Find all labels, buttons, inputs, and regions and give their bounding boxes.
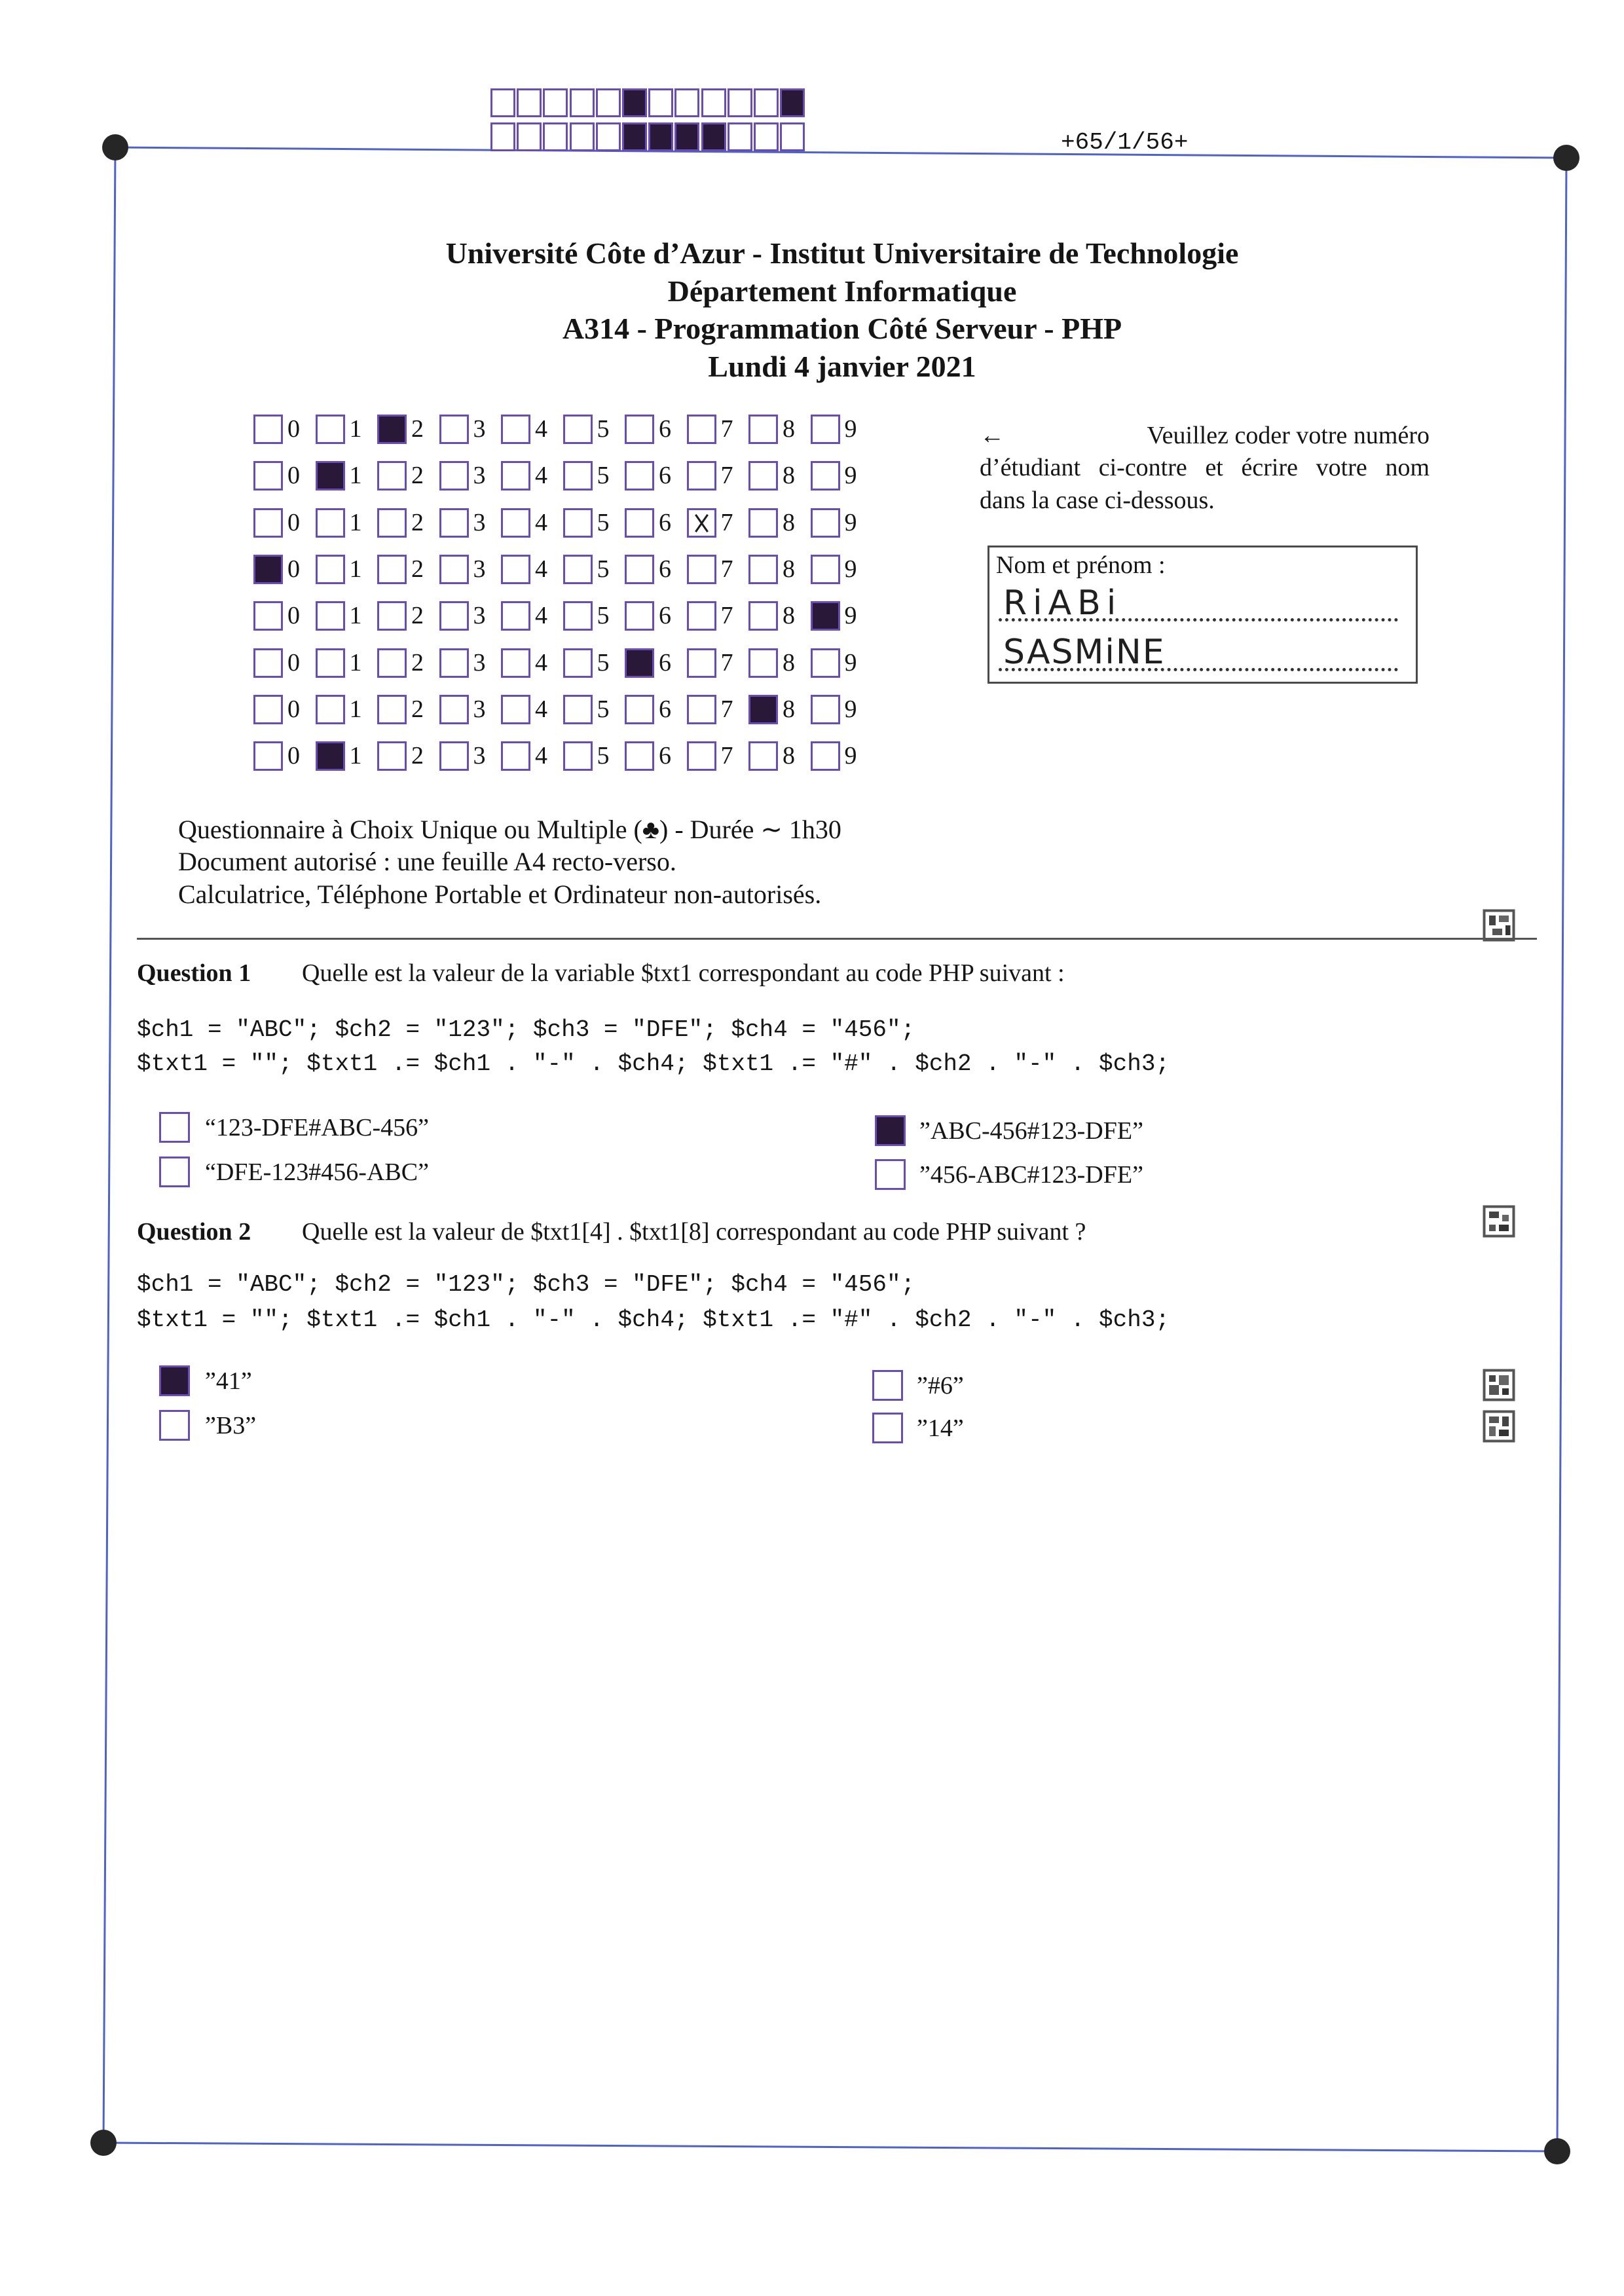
student-id-checkbox[interactable] [563,415,593,444]
student-id-digit-label: 6 [659,695,671,723]
id-instructions-text1: Veuillez coder votre numéro [1147,422,1430,449]
q1-option-a-checkbox[interactable] [159,1112,190,1143]
student-id-digit-label: 6 [659,462,671,490]
student-id-digit-label: 8 [783,648,795,676]
student-id-digit-label: 7 [720,742,733,770]
student-id-checkbox[interactable] [253,415,283,444]
student-id-digit-label: 4 [535,742,547,770]
student-id-checkbox[interactable] [377,695,407,724]
barcode-cell [701,88,726,117]
student-id-digit-label: 7 [720,602,733,630]
student-id-digit-label: 0 [287,695,300,723]
student-id-checkbox[interactable] [563,695,593,724]
question-1-code-line-2: $txt1 = ""; $txt1 .= $ch1 . "-" . $ch4; $txt1 .= "#" . $ch2 . "-" . $ch3; [137,1050,1170,1077]
student-id-digit-label: 7 [720,415,733,443]
q1-option-a-label: “123-DFE#ABC-456” [205,1114,429,1141]
scan-code-mark [1483,1410,1515,1443]
student-id-digit-label: 2 [411,555,424,583]
student-id-digit-label: 1 [349,742,362,770]
barcode-cell [674,122,699,151]
student-id-checkbox[interactable] [748,508,778,538]
student-id-digit-label: 0 [287,602,300,630]
student-id-checkbox[interactable] [625,648,654,678]
student-id-checkbox[interactable] [625,461,654,491]
student-id-digit-label: 9 [844,742,857,770]
header-date: Lundi 4 janvier 2021 [708,350,976,384]
barcode-cell [596,122,621,151]
student-id-digit-label: 2 [411,415,424,443]
student-id-digit-label: 1 [349,648,362,676]
student-id-digit-label: 5 [597,415,610,443]
barcode-cell [570,122,595,151]
handwritten-last-name[interactable]: RiABi [1003,583,1122,623]
student-id-digit-label: 4 [535,462,547,490]
student-id-digit-label: 1 [349,415,362,443]
student-id-digit-label: 0 [287,508,300,536]
barcode-cell [543,88,568,117]
student-id-digit-label: 0 [287,742,300,770]
student-id-checkbox[interactable] [748,415,778,444]
page-barcode [490,88,807,152]
student-id-digit-label: 7 [720,695,733,723]
student-id-checkbox[interactable] [377,648,407,678]
q2-option-b-checkbox[interactable] [159,1410,190,1441]
student-id-digit-label: 3 [473,695,486,723]
student-id-digit-label: 4 [535,415,547,443]
barcode-cell [517,122,542,151]
scan-code-mark [1483,1205,1515,1238]
student-id-checkbox[interactable] [501,648,530,678]
student-id-digit-label: 3 [473,462,486,490]
id-instructions-line2: d’étudiant ci-contre et écrire votre nom [980,454,1430,481]
student-id-digit-label: 6 [659,555,671,583]
student-id-checkbox[interactable] [748,555,778,584]
student-id-checkbox[interactable] [377,555,407,584]
question-1-code-line-1: $ch1 = "ABC"; $ch2 = "123"; $ch3 = "DFE"; $ch4 = "456"; [137,1016,915,1043]
student-id-checkbox[interactable] [316,741,345,771]
q1-option-c-label: ”ABC-456#123-DFE” [919,1117,1143,1145]
student-id-checkbox[interactable] [377,741,407,771]
student-id-checkbox[interactable] [501,695,530,724]
student-id-checkbox[interactable] [811,461,840,491]
student-id-digit-label: 9 [844,648,857,676]
student-id-checkbox[interactable] [253,648,283,678]
student-id-digit-label: 5 [597,742,610,770]
student-id-checkbox[interactable] [687,508,716,538]
student-id-grid [253,415,869,771]
student-id-digit-label: 5 [597,462,610,490]
student-id-digit-label: 7 [720,555,733,583]
q1-option-b-label: “DFE-123#456-ABC” [205,1158,429,1186]
student-id-digit-label: 5 [597,695,610,723]
student-id-checkbox[interactable] [501,508,530,538]
frame-top-line [115,147,1566,158]
student-id-checkbox[interactable] [811,695,840,724]
student-id-checkbox[interactable] [811,555,840,584]
student-id-digit-label: 4 [535,508,547,536]
left-arrow-icon: ← [980,422,1005,449]
student-id-digit-label: 4 [535,602,547,630]
student-id-checkbox[interactable] [625,741,654,771]
student-id-checkbox[interactable] [625,415,654,444]
student-id-checkbox[interactable] [377,508,407,538]
student-id-checkbox[interactable] [501,415,530,444]
q2-option-d-checkbox[interactable] [872,1413,903,1443]
barcode-cell [543,122,568,151]
student-id-checkbox[interactable] [563,648,593,678]
student-id-checkbox[interactable] [687,555,716,584]
student-id-checkbox[interactable] [316,695,345,724]
student-id-checkbox[interactable] [501,741,530,771]
student-id-checkbox[interactable] [316,601,345,631]
student-id-checkbox[interactable] [563,461,593,491]
header-department: Département Informatique [667,274,1017,308]
student-id-digit-label: 6 [659,415,671,443]
handwritten-first-name[interactable]: SASMiNE [1003,633,1166,672]
student-id-checkbox[interactable] [625,555,654,584]
student-id-checkbox[interactable] [748,601,778,631]
student-id-checkbox[interactable] [439,555,469,584]
student-id-checkbox[interactable] [253,555,283,584]
student-id-digit-label: 3 [473,508,486,536]
q1-option-b-checkbox[interactable] [159,1157,190,1187]
student-id-digit-label: 6 [659,602,671,630]
question-2-text: Quelle est la valeur de $txt1[4] . $txt1[8] correspondant au code PHP suivant ? [302,1218,1086,1246]
student-id-digit-label: 9 [844,462,857,490]
student-id-digit-label: 3 [473,555,486,583]
question-2-code-line-2: $txt1 = ""; $txt1 .= $ch1 . "-" . $ch4; $txt1 .= "#" . $ch2 . "-" . $ch3; [137,1306,1170,1333]
student-id-digit-label: 9 [844,602,857,630]
student-id-digit-label: 7 [720,508,733,536]
student-id-checkbox[interactable] [316,461,345,491]
student-id-checkbox[interactable] [687,695,716,724]
barcode-cell [596,88,621,117]
student-id-checkbox[interactable] [811,741,840,771]
q2-option-d-label: ”14” [917,1415,964,1442]
student-id-checkbox[interactable] [563,741,593,771]
barcode-cell [728,88,752,117]
exam-info-format: Questionnaire à Choix Unique ou Multiple (♣) - Durée ∼ 1h30 [178,815,841,844]
page-code: +65/1/56+ [1061,129,1189,156]
student-id-checkbox[interactable] [253,695,283,724]
barcode-cell [490,88,515,117]
student-id-checkbox[interactable] [687,648,716,678]
student-id-digit-label: 8 [783,415,795,443]
corner-marker-top-right [1553,145,1579,171]
student-id-checkbox[interactable] [687,461,716,491]
student-id-digit-label: 5 [597,508,610,536]
student-id-checkbox[interactable] [316,508,345,538]
name-label: Nom et prénom : [996,551,1166,579]
student-id-checkbox[interactable] [316,648,345,678]
student-id-checkbox[interactable] [439,508,469,538]
student-id-digit-label: 3 [473,742,486,770]
corner-marker-bottom-left [90,2130,117,2156]
student-id-checkbox[interactable] [501,555,530,584]
student-id-digit-label: 9 [844,555,857,583]
student-id-checkbox[interactable] [253,461,283,491]
student-id-checkbox[interactable] [748,648,778,678]
student-id-checkbox[interactable] [501,461,530,491]
student-id-checkbox[interactable] [811,648,840,678]
barcode-cell [648,88,673,117]
student-id-checkbox[interactable] [748,695,778,724]
student-id-digit-label: 3 [473,602,486,630]
student-id-checkbox[interactable] [253,741,283,771]
student-id-checkbox[interactable] [439,415,469,444]
q2-option-a-label: ”41” [205,1367,252,1395]
barcode-cell [780,122,805,151]
student-id-checkbox[interactable] [316,415,345,444]
student-id-checkbox[interactable] [687,415,716,444]
student-id-digit-label: 8 [783,742,795,770]
scan-code-mark [1483,1369,1515,1401]
student-id-digit-label: 7 [720,462,733,490]
student-id-checkbox[interactable] [316,555,345,584]
question-2-code-line-1: $ch1 = "ABC"; $ch2 = "123"; $ch3 = "DFE"; $ch4 = "456"; [137,1271,915,1298]
corner-marker-top-left [102,134,128,160]
student-id-digit-label: 4 [535,648,547,676]
question-1-label: Question 1 [137,959,251,987]
header-course: A314 - Programmation Côté Serveur - PHP [562,312,1122,346]
student-id-digit-label: 1 [349,695,362,723]
student-id-digit-label: 1 [349,462,362,490]
barcode-cell [728,122,752,151]
student-id-digit-label: 6 [659,508,671,536]
student-id-digit-label: 0 [287,555,300,583]
frame-bottom-line [103,2143,1557,2151]
student-id-checkbox[interactable] [377,415,407,444]
barcode-cell [754,122,779,151]
question-2-label: Question 2 [137,1218,251,1246]
student-id-digit-label: 9 [844,695,857,723]
student-id-digit-label: 2 [411,742,424,770]
header-university: Université Côte d’Azur - Institut Universitaire de Technologie [445,236,1239,270]
student-id-digit-label: 8 [783,695,795,723]
barcode-cell [701,122,726,151]
student-id-checkbox[interactable] [687,741,716,771]
student-id-digit-label: 2 [411,602,424,630]
student-id-checkbox[interactable] [563,601,593,631]
q1-option-d-label: ”456-ABC#123-DFE” [919,1161,1143,1189]
student-id-digit-label: 0 [287,415,300,443]
barcode-cell [622,122,647,151]
q2-option-b-label: ”B3” [205,1412,257,1439]
student-id-checkbox[interactable] [439,648,469,678]
question-1-text: Quelle est la valeur de la variable $txt1 correspondant au code PHP suivant : [302,959,1065,987]
student-id-digit-label: 1 [349,508,362,536]
student-id-digit-label: 3 [473,648,486,676]
student-id-checkbox[interactable] [625,695,654,724]
student-id-checkbox[interactable] [253,508,283,538]
barcode-cell [490,122,515,151]
student-id-digit-label: 1 [349,602,362,630]
q2-option-a-checkbox[interactable] [159,1365,190,1396]
student-id-checkbox[interactable] [625,601,654,631]
student-id-digit-label: 5 [597,648,610,676]
barcode-cell [622,88,647,117]
student-id-digit-label: 8 [783,555,795,583]
student-id-digit-label: 8 [783,602,795,630]
student-id-digit-label: 2 [411,695,424,723]
exam-info-documents: Document autorisé : une feuille A4 recto-verso. [178,847,676,876]
frame-left-line [103,147,115,2143]
q2-option-c-checkbox[interactable] [872,1370,903,1401]
student-id-digit-label: 0 [287,462,300,490]
student-id-digit-label: 5 [597,602,610,630]
student-id-checkbox[interactable] [811,415,840,444]
corner-marker-bottom-right [1544,2138,1570,2164]
student-id-checkbox[interactable] [501,601,530,631]
student-id-digit-label: 5 [597,555,610,583]
student-id-checkbox[interactable] [563,555,593,584]
barcode-cell [780,88,805,117]
student-id-checkbox[interactable] [253,601,283,631]
student-id-checkbox[interactable] [439,695,469,724]
barcode-cell [754,88,779,117]
student-id-checkbox[interactable] [563,508,593,538]
student-id-checkbox[interactable] [687,601,716,631]
id-instructions-line3: dans la case ci-dessous. [980,487,1215,514]
student-id-digit-label: 9 [844,508,857,536]
student-id-digit-label: 4 [535,695,547,723]
barcode-cell [570,88,595,117]
barcode-cell [648,122,673,151]
student-id-digit-label: 2 [411,508,424,536]
frame-right-line [1557,158,1566,2151]
student-id-digit-label: 6 [659,742,671,770]
student-id-checkbox[interactable] [748,461,778,491]
q1-option-d-checkbox[interactable] [875,1159,906,1190]
student-id-checkbox[interactable] [439,741,469,771]
student-id-digit-label: 7 [720,648,733,676]
q2-option-c-label: ”#6” [917,1372,964,1399]
student-id-checkbox[interactable] [625,508,654,538]
student-id-checkbox[interactable] [748,741,778,771]
scan-code-mark [1483,909,1515,942]
student-id-checkbox[interactable] [377,461,407,491]
student-id-digit-label: 9 [844,415,857,443]
student-id-digit-label: 0 [287,648,300,676]
section-divider [137,938,1537,940]
exam-info-devices: Calculatrice, Téléphone Portable et Ordinateur non-autorisés. [178,880,822,909]
student-id-digit-label: 4 [535,555,547,583]
student-id-checkbox[interactable] [439,461,469,491]
student-id-digit-label: 6 [659,648,671,676]
student-id-digit-label: 3 [473,415,486,443]
student-id-digit-label: 1 [349,555,362,583]
q1-option-c-checkbox[interactable] [875,1115,906,1146]
student-id-checkbox[interactable] [377,601,407,631]
student-id-digit-label: 8 [783,508,795,536]
student-id-digit-label: 8 [783,462,795,490]
student-id-digit-label: 2 [411,648,424,676]
id-instructions-line1 [980,422,1430,449]
student-id-digit-label: 2 [411,462,424,490]
student-id-checkbox[interactable] [439,601,469,631]
student-id-checkbox[interactable] [811,601,840,631]
exam-header [446,234,1239,386]
barcode-cell [517,88,542,117]
student-id-checkbox[interactable] [811,508,840,538]
barcode-cell [674,88,699,117]
